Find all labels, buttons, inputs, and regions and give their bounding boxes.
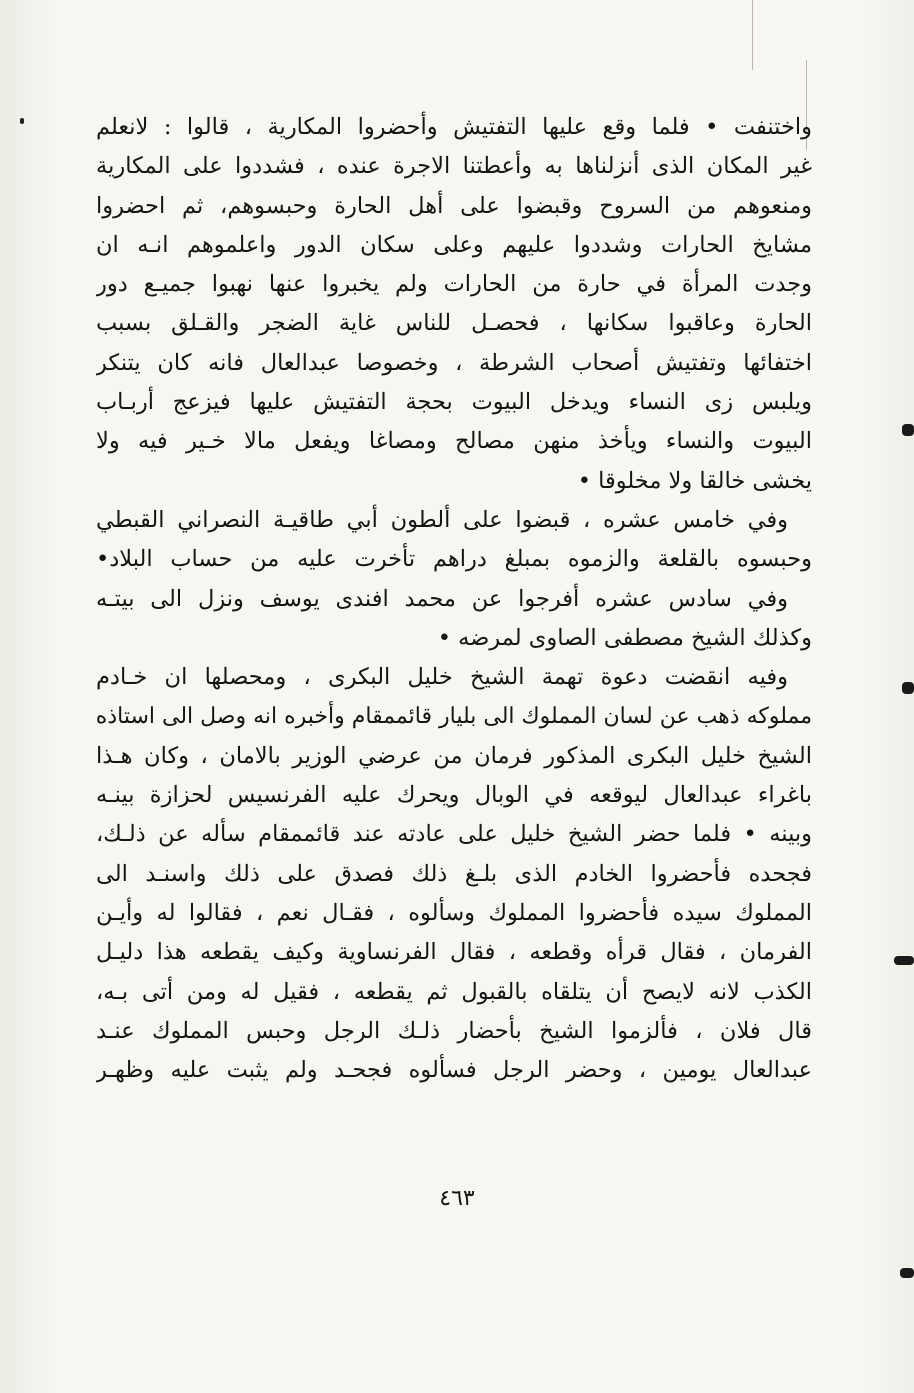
text-line: البيوت والنساء ويأخذ منهن مصالح ومصاغا ويفعل مالا خـير فيه ولا (96, 428, 812, 455)
edge-tab-mark (894, 956, 914, 965)
ink-speck (20, 118, 24, 124)
text-line: الفرمان ، فقال قرأه وقطعه ، فقال الفرنساوية وكيف يقطعه هذا دليـل (96, 939, 812, 966)
text-line: وبينه • فلما حضر الشيخ خليل على عادته عند قائممقام سأله عن ذلـك، (96, 821, 812, 848)
text-line: الشيخ خليل البكرى المذكور فرمان من عرضي الوزير بالامان ، وكان هـذا (96, 742, 812, 769)
page-number: ٤٦٣ (439, 1186, 475, 1211)
text-line: فجحده فأحضروا الخادم الذى بلـغ ذلك فصدق على ذلك واسنـد الى (96, 860, 812, 887)
text-line: وحبسوه بالقلعة والزموه بمبلغ دراهم تأخرت عليه من حساب البلاد• (96, 546, 812, 573)
text-line: الحارة وعاقبوا سكانها ، فحصـل للناس غاية الضجر والقـلق بسبب (96, 310, 812, 337)
text-line: واختنفت • فلما وقع عليها التفتيش وأحضروا المكارية ، قالوا : لانعلم (96, 114, 812, 140)
text-line: عبدالعال يومين ، وحضر الرجل فسألوه فجحـد ولم يثبت عليه وظهـر (96, 1057, 812, 1084)
text-line: مملوكه ذهب عن لسان المملوك الى بليار قائممقام وأخبره انه وصل الى استاذه (96, 704, 812, 730)
edge-tab-mark (902, 424, 914, 436)
body-text (96, 108, 812, 1090)
text-line: ويلبس زى النساء ويدخل البيوت بحجة التفتيش عليها فيزعج أربـاب (96, 389, 812, 416)
text-line: غير المكان الذى أنزلناها به وأعطتنا الاجرة عنده ، فشددوا على المكارية (96, 153, 812, 180)
text-line: مشايخ الحارات وشددوا عليهم وعلى سكان الدور واعلموهم انـه ان (96, 231, 812, 258)
page-crease (752, 0, 753, 70)
edge-tab-mark (902, 682, 914, 694)
text-line: ومنعوهم من السروح وقبضوا على أهل الحارة وحبسوهم، ثم احضروا (96, 192, 812, 219)
text-line: وجدت المرأة في حارة من الحارات ولم يخبروا عنها نهبوا جميـع دور (96, 271, 812, 298)
paragraph-end-line: يخشى خالقا ولا مخلوقا • (577, 467, 812, 494)
edge-tab-mark (900, 1268, 914, 1278)
paragraph-end-line: وكذلك الشيخ مصطفى الصاوى لمرضه • (437, 624, 812, 651)
paragraph-start-line: وفي خامس عشره ، قبضوا على ألطون أبي طاقيـة النصراني القبطي (96, 506, 788, 533)
paragraph-start-line: وفي سادس عشره أفرجوا عن محمد افندى يوسف ونزل الى بيتـه (96, 585, 788, 612)
text-line: باغراء عبدالعال ليوقعه في الوبال ويحرك عليه الفرنسيس لحزازة بينـه (96, 782, 812, 809)
text-line: اختفائها وتفتيش أصحاب الشرطة ، وخصوصا عبدالعال فانه كان يتنكر (96, 349, 812, 376)
text-line: قال فلان ، فألزموا الشيخ بأحضار ذلـك الرجل وحبس المملوك عنـد (96, 1017, 812, 1044)
text-line: المملوك سيده فأحضروا المملوك وسألوه ، فقـال نعم ، فقالوا له وأيـن (96, 899, 812, 926)
text-line: الكذب لانه لايصح أن يتلقاه بالقبول ثم يقطعه ، فقيل له ومن أتى بـه، (96, 978, 812, 1005)
paragraph-start-line: وفيه انقضت دعوة تهمة الشيخ خليل البكرى ، ومحصلها ان خـادم (96, 664, 788, 691)
